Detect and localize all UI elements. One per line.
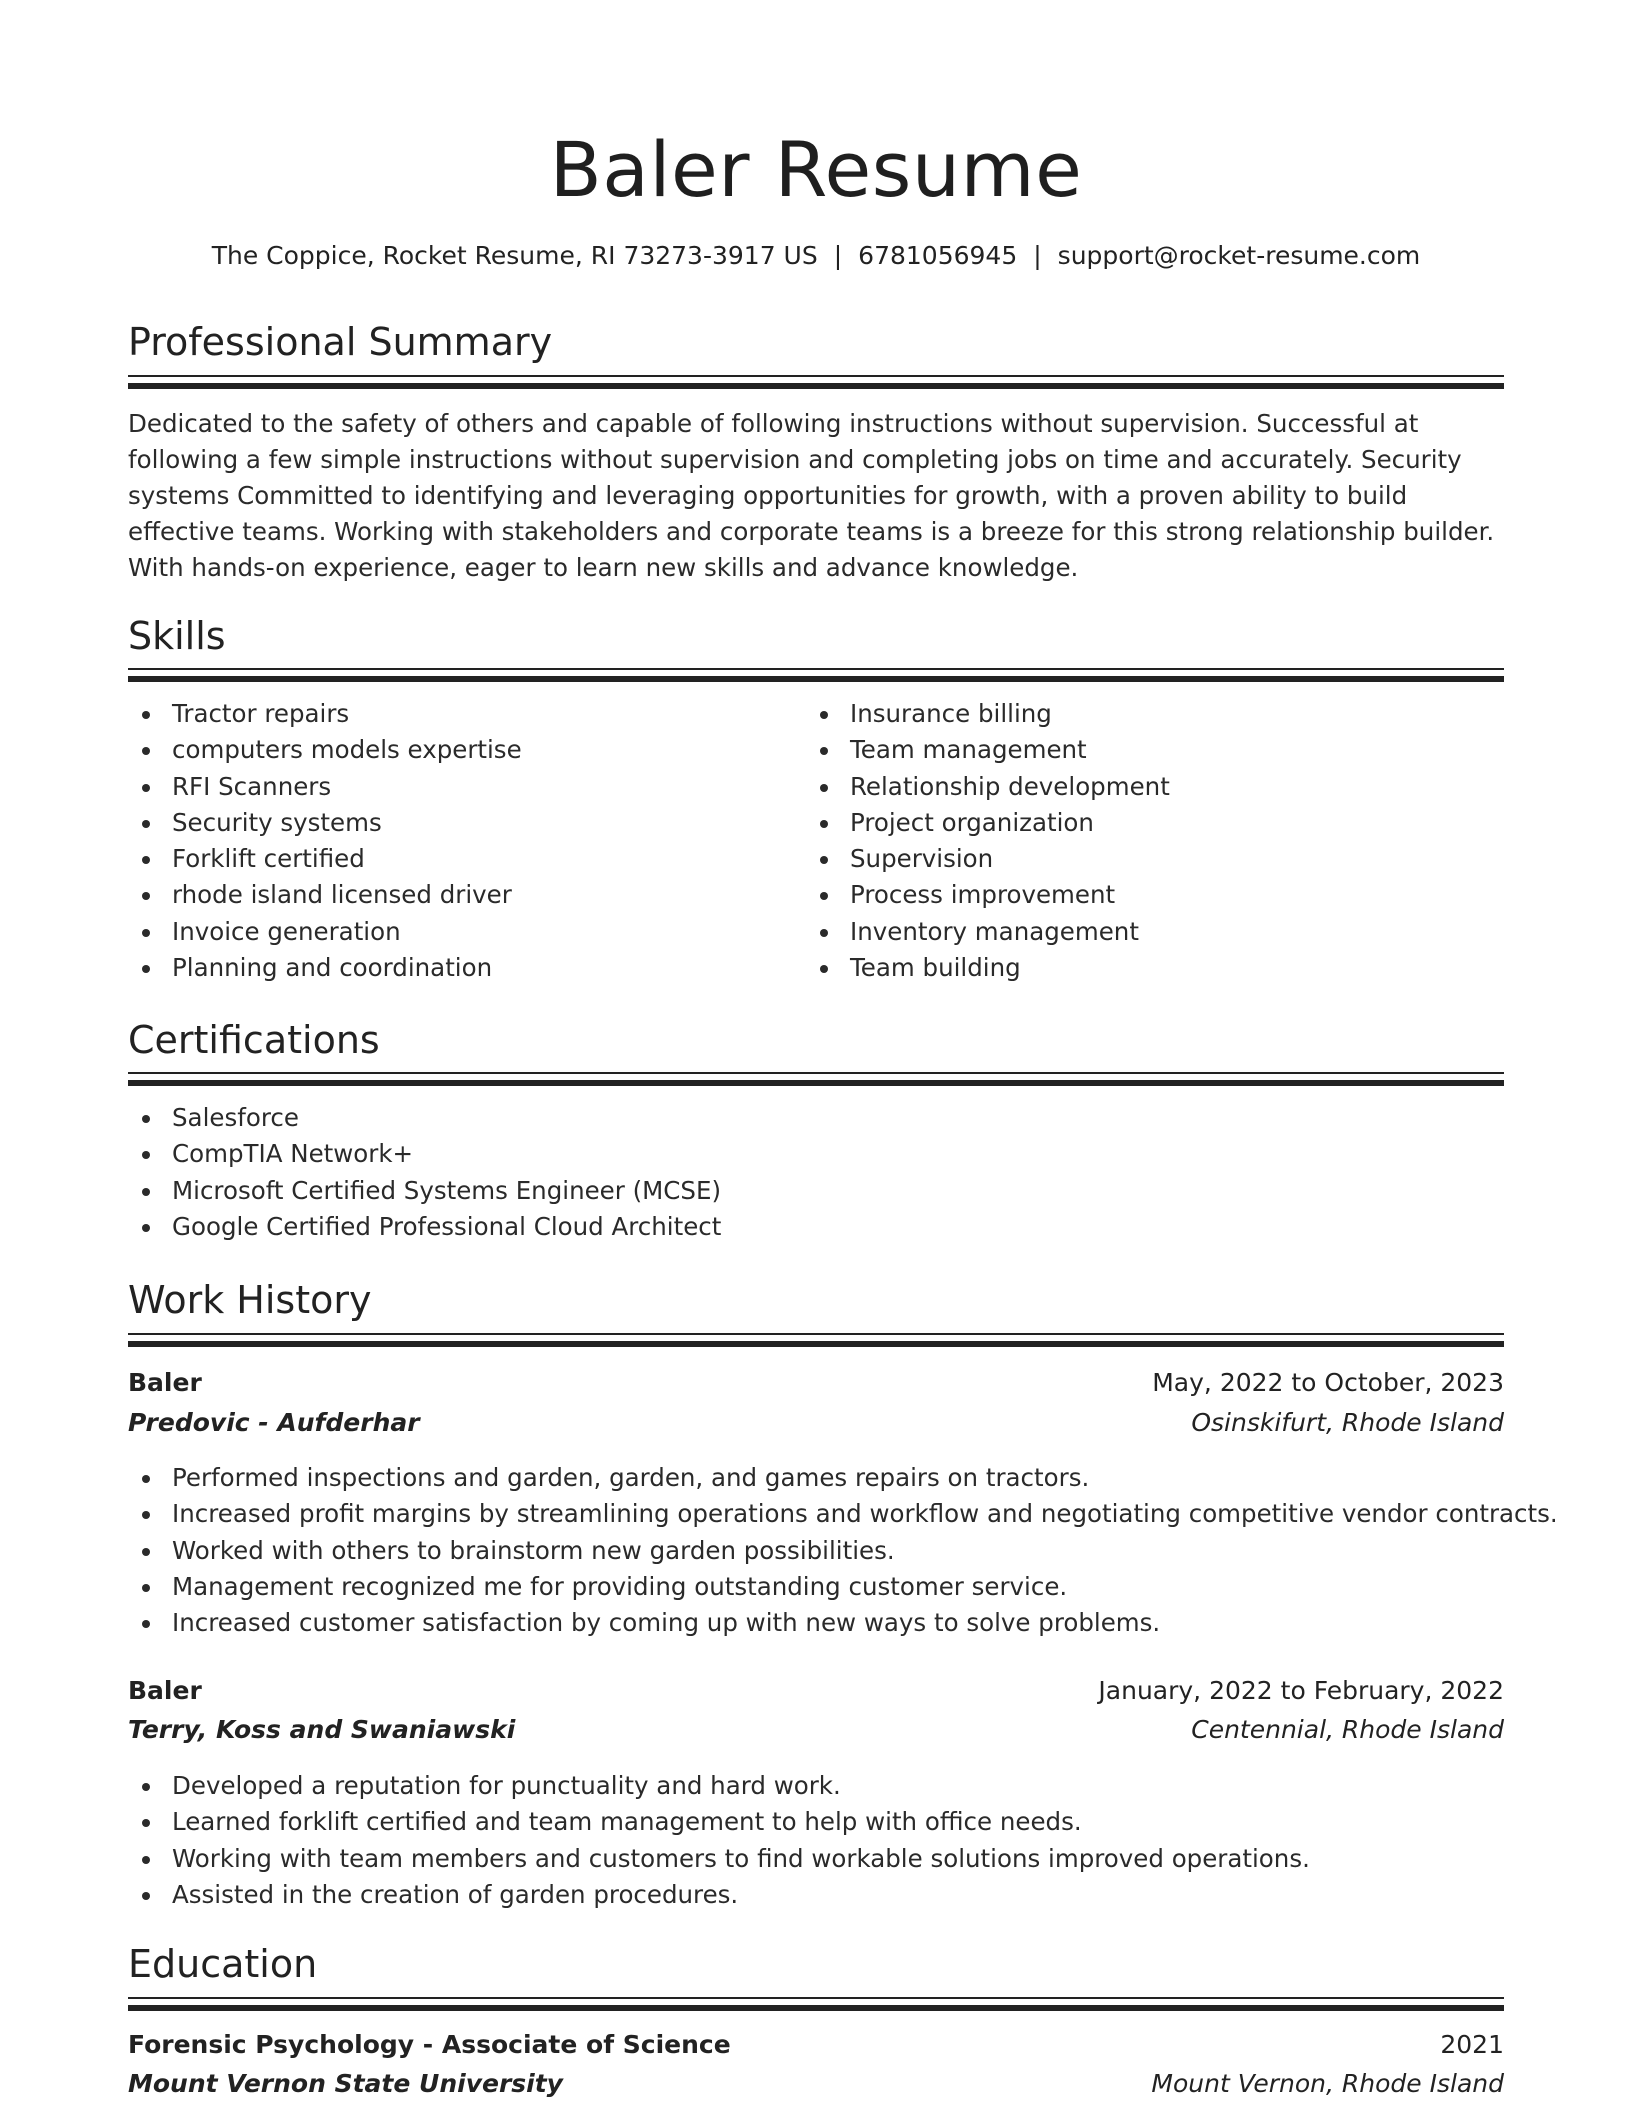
section-divider xyxy=(128,668,1504,670)
job-duties-list xyxy=(128,1768,1504,1913)
list-item: Process improvement xyxy=(806,877,1466,913)
skills-list-right xyxy=(806,696,1466,986)
education-degree: Forensic Psychology - Associate of Science xyxy=(128,2030,731,2059)
list-item: Management recognized me for providing outstanding customer service. xyxy=(128,1569,1504,1605)
list-item: Forklift certified xyxy=(128,841,788,877)
job-company: Predovic - Aufderhar xyxy=(128,1408,420,1437)
section-divider xyxy=(128,1072,1504,1074)
list-item: Learned forklift certified and team management to help with office needs. xyxy=(128,1804,1504,1840)
section-heading: Professional Summary xyxy=(128,320,553,364)
section-divider xyxy=(128,676,1504,682)
section-heading: Education xyxy=(128,1942,318,1986)
work-history-section xyxy=(128,1276,1504,1324)
education-section xyxy=(128,1940,1504,1988)
list-item: computers models expertise xyxy=(128,732,788,768)
skills-list-left xyxy=(128,696,788,986)
job-dates: May, 2022 to October, 2023 xyxy=(1152,1368,1504,1397)
section-divider xyxy=(128,375,1504,377)
list-item: Increased customer satisfaction by coming up with new ways to solve problems. xyxy=(128,1605,1504,1641)
resume-name: Baler Resume xyxy=(549,125,1083,214)
list-item: Planning and coordination xyxy=(128,950,788,986)
skills-section xyxy=(128,612,1504,660)
list-item: RFI Scanners xyxy=(128,769,788,805)
list-item: Microsoft Certified Systems Engineer (MCSE) xyxy=(128,1173,1504,1209)
list-item: rhode island licensed driver xyxy=(128,877,788,913)
contact-separator: | xyxy=(1033,241,1042,270)
job-header xyxy=(128,1676,1504,1716)
contact-separator: | xyxy=(833,241,843,270)
list-item: Performed inspections and garden, garden, and games repairs on tractors. xyxy=(128,1460,1504,1496)
list-item: Supervision xyxy=(806,841,1466,877)
list-item: Team building xyxy=(806,950,1466,986)
list-item: Insurance billing xyxy=(806,696,1466,732)
list-item: Invoice generation xyxy=(128,914,788,950)
education-location: Mount Vernon, Rhode Island xyxy=(1151,2069,1504,2098)
job-subheader xyxy=(128,1715,1504,1755)
summary-text: Dedicated to the safety of others and capable of following instructions without supervision. Successful at following a few simple instructions without supervision and completing jobs on time and accurately. Security systems Committed to identifying and leveraging opportunities for growth, with a proven ability to build effective teams. Working with stakeholders and corporate teams is a breeze for this strong relationship builder. With hands-on experience, eager to learn new skills and advance knowledge. xyxy=(128,409,1495,582)
education-school: Mount Vernon State University xyxy=(128,2069,563,2098)
list-item: Worked with others to brainstorm new garden possibilities. xyxy=(128,1533,1504,1569)
contact-line xyxy=(128,238,1504,274)
section-divider xyxy=(128,1333,1504,1335)
contact-address: The Coppice, Rocket Resume, RI 73273-3917 US xyxy=(211,241,818,270)
list-item: Assisted in the creation of garden procedures. xyxy=(128,1877,1504,1913)
section-heading: Skills xyxy=(128,614,226,658)
job-duties-list xyxy=(128,1460,1558,1641)
section-heading: Work History xyxy=(128,1278,372,1322)
education-year: 2021 xyxy=(1440,2030,1504,2059)
summary-section xyxy=(128,318,1504,366)
section-divider xyxy=(128,1080,1504,1086)
list-item: Team management xyxy=(806,732,1466,768)
list-item: Project organization xyxy=(806,805,1466,841)
list-item: Security systems xyxy=(128,805,788,841)
job-location: Centennial, Rhode Island xyxy=(1191,1715,1504,1744)
section-divider xyxy=(128,1341,1504,1347)
list-item: Developed a reputation for punctuality and hard work. xyxy=(128,1768,1504,1804)
job-dates: January, 2022 to February, 2022 xyxy=(1098,1676,1504,1705)
section-heading: Certifications xyxy=(128,1018,380,1062)
job-header xyxy=(128,1368,1504,1408)
section-divider xyxy=(128,2005,1504,2011)
list-item: Tractor repairs xyxy=(128,696,788,732)
section-divider xyxy=(128,1997,1504,1999)
contact-email: support@rocket-resume.com xyxy=(1057,241,1421,270)
job-subheader xyxy=(128,1408,1504,1448)
contact-phone: 6781056945 xyxy=(858,241,1018,270)
certifications-list xyxy=(128,1100,1504,1245)
list-item: Increased profit margins by streamlining operations and workflow and negotiating competitive vendor contracts. xyxy=(128,1496,1504,1532)
job-location: Osinskifurt, Rhode Island xyxy=(1191,1408,1504,1437)
section-divider xyxy=(128,383,1504,389)
list-item: Inventory management xyxy=(806,914,1466,950)
list-item: CompTIA Network+ xyxy=(128,1136,1504,1172)
education-header xyxy=(128,2030,1504,2070)
job-company: Terry, Koss and Swaniawski xyxy=(128,1715,516,1744)
list-item: Relationship development xyxy=(806,769,1466,805)
job-title: Baler xyxy=(128,1368,202,1397)
list-item: Salesforce xyxy=(128,1100,1504,1136)
certifications-section xyxy=(128,1016,1504,1064)
job-title: Baler xyxy=(128,1676,202,1705)
list-item: Working with team members and customers to find workable solutions improved operations. xyxy=(128,1841,1504,1877)
education-subheader xyxy=(128,2069,1504,2109)
list-item: Google Certified Professional Cloud Architect xyxy=(128,1209,1504,1245)
